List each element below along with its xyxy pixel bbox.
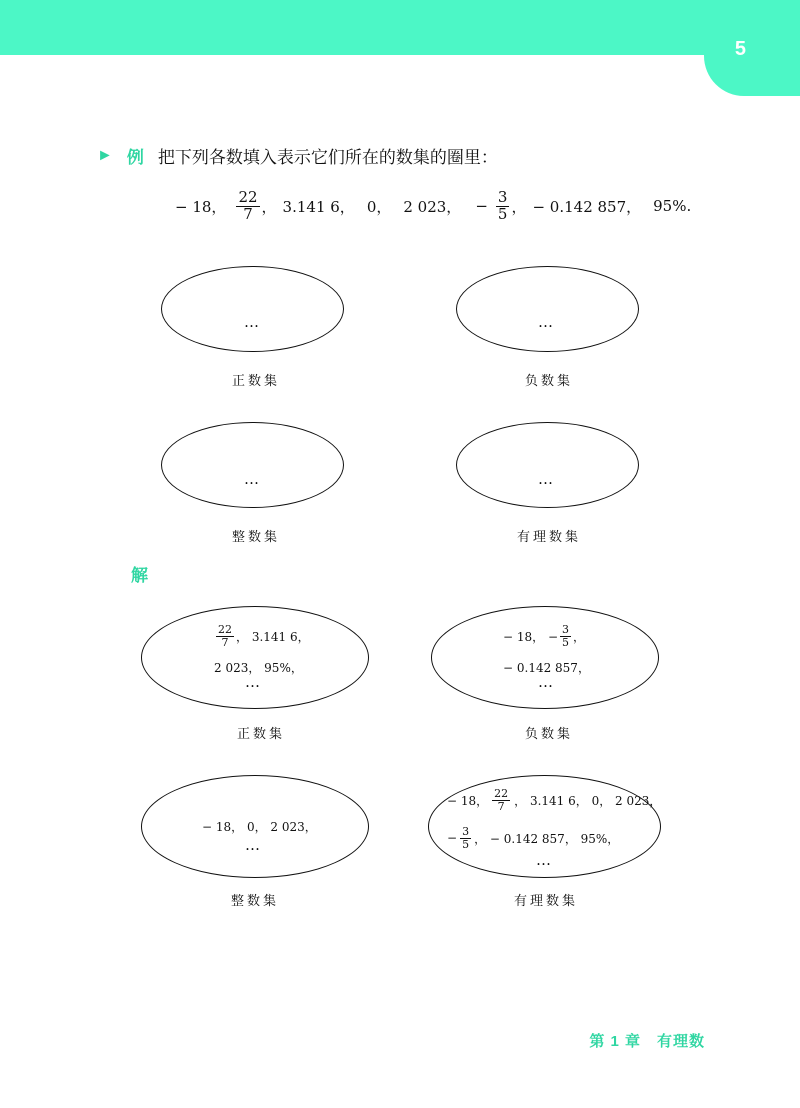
positive-solution-line2: 2 023， 95%， bbox=[214, 661, 303, 675]
negative-solution-caption: 负数集 bbox=[525, 727, 574, 742]
fraction-numerator: 3 bbox=[497, 187, 508, 206]
negative-set-oval bbox=[456, 266, 639, 352]
fraction-denominator: 7 bbox=[243, 204, 253, 223]
fraction-denominator: 7 bbox=[497, 799, 505, 813]
fraction-denominator: 5 bbox=[497, 204, 508, 223]
fraction-3-5 bbox=[460, 826, 471, 850]
integer-set-caption: 整数集 bbox=[232, 530, 281, 545]
number-sep: ， bbox=[261, 197, 277, 216]
rational-solution-line2 bbox=[447, 826, 619, 850]
negative-set-caption: 负数集 bbox=[525, 374, 574, 389]
rational-solution-caption: 有理数集 bbox=[514, 894, 579, 909]
header-bar bbox=[0, 0, 800, 55]
number-item: − 0.142 857， bbox=[532, 197, 642, 216]
fraction-numerator: 3 bbox=[462, 825, 470, 838]
number-item: 2 023， bbox=[403, 197, 462, 216]
chapter-footer: 第 1 章 有理数 bbox=[589, 1033, 705, 1050]
fraction-denominator: 5 bbox=[462, 837, 470, 851]
ellipsis: … bbox=[244, 313, 260, 331]
number-item: 3.141 6， bbox=[282, 197, 355, 216]
number-item: − 18， bbox=[175, 197, 227, 216]
number-sep: ， bbox=[511, 197, 527, 216]
fraction-denominator: 7 bbox=[221, 635, 229, 649]
solution-text: − 18， − bbox=[503, 629, 559, 644]
fraction-numerator: 22 bbox=[494, 787, 509, 800]
ellipsis: … bbox=[538, 673, 554, 691]
fraction-22-7 bbox=[236, 187, 259, 223]
solution-text: − 18， bbox=[447, 793, 489, 808]
integer-set-oval bbox=[161, 422, 344, 508]
fraction-22-7 bbox=[492, 788, 510, 812]
solution-text: ， 3.141 6， 0， 2 023， bbox=[514, 793, 662, 808]
ellipsis: … bbox=[538, 470, 554, 488]
solution-text: − bbox=[447, 831, 458, 846]
fraction-denominator: 5 bbox=[562, 635, 570, 649]
triangle-marker-icon: ► bbox=[97, 146, 113, 164]
rational-solution-line1 bbox=[447, 788, 661, 812]
page-number: 5 bbox=[734, 38, 746, 60]
positive-solution-line1 bbox=[214, 624, 310, 648]
ellipsis: … bbox=[245, 673, 261, 691]
rational-set-caption: 有理数集 bbox=[517, 530, 582, 545]
example-label: 例 bbox=[126, 148, 144, 167]
fraction-22-7 bbox=[216, 624, 234, 648]
rational-set-oval bbox=[456, 422, 639, 508]
fraction-numerator: 22 bbox=[238, 187, 258, 206]
numbers-line bbox=[175, 183, 697, 229]
fraction-numerator: 3 bbox=[562, 623, 570, 636]
ellipsis: … bbox=[536, 851, 552, 869]
integer-solution-line1: − 18， 0， 2 023， bbox=[202, 820, 317, 834]
ellipsis: … bbox=[245, 836, 261, 854]
negative-solution-line2: − 0.142 857， bbox=[503, 661, 590, 675]
positive-solution-caption: 正数集 bbox=[237, 727, 286, 742]
ellipsis: … bbox=[538, 313, 554, 331]
solution-text: ， 3.141 6， bbox=[236, 629, 310, 644]
solution-text: ， − 0.142 857， 95%， bbox=[474, 831, 620, 846]
negative-solution-oval bbox=[431, 606, 659, 709]
ellipsis: … bbox=[244, 470, 260, 488]
page-number-tab bbox=[704, 0, 800, 96]
fraction-sign: − bbox=[475, 197, 488, 215]
solution-label: 解 bbox=[131, 566, 148, 585]
number-item: 0， bbox=[366, 197, 392, 216]
fraction-3-5 bbox=[560, 624, 571, 648]
negative-solution-line1 bbox=[503, 624, 585, 648]
positive-set-oval bbox=[161, 266, 344, 352]
positive-set-caption: 正数集 bbox=[232, 374, 281, 389]
example-heading bbox=[97, 143, 498, 168]
integer-solution-caption: 整数集 bbox=[231, 894, 280, 909]
number-item: 95%. bbox=[653, 197, 692, 215]
positive-solution-oval bbox=[141, 606, 369, 709]
fraction-3-5 bbox=[496, 187, 510, 223]
solution-text: ， bbox=[573, 629, 586, 644]
fraction-numerator: 22 bbox=[218, 623, 232, 636]
example-text: 把下列各数填入表示它们所在的数集的圈里： bbox=[157, 148, 498, 168]
